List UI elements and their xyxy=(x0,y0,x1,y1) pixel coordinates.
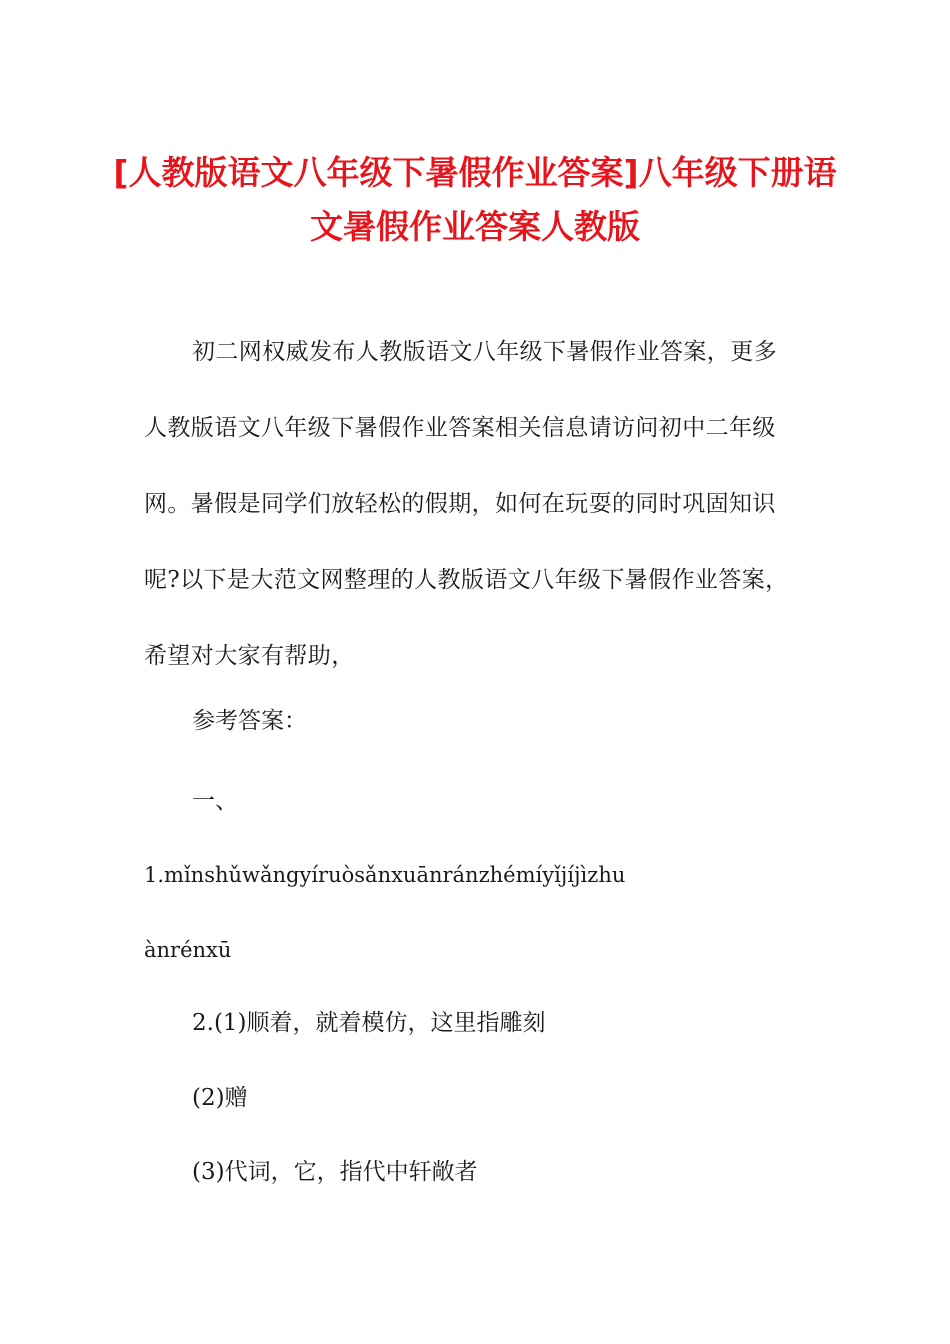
item-2-answer-1: 2.(1)顺着，就着模仿，这里指雕刻 xyxy=(192,1010,546,1036)
item-1-pinyin-line-2: ànrénxū xyxy=(144,938,232,962)
reference-answer-heading: 参考答案： xyxy=(192,708,307,734)
section-one-label: 一、 xyxy=(192,788,238,814)
intro-paragraph: 初二网权威发布人教版语文八年级下暑假作业答案，更多人教版语文八年级下暑假作业答案相关信息请访问初中二年级网。暑假是同学们放轻松的假期，如何在玩耍的同时巩固知识呢?以下是大范文网整理的人教版语文八年级下暑假作业答案，希望对大家有帮助， xyxy=(144,339,789,669)
item-2-answer-3: (3)代词，它，指代中轩敞者 xyxy=(192,1159,478,1185)
document-title: [人教版语文八年级下暑假作业答案]八年级下册语文暑假作业答案人教版 xyxy=(113,153,837,246)
item-2-answer-2: (2)赠 xyxy=(192,1085,248,1111)
item-1-pinyin-line-1: 1.mǐnshǔwǎngyíruòsǎnxuānránzhémíyǐjíjìzhu xyxy=(144,863,626,887)
